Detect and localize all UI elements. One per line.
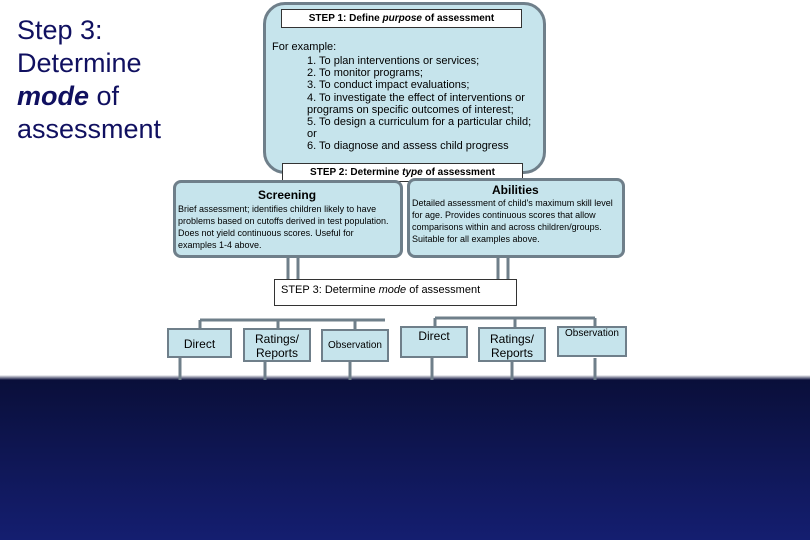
title-of-word: of: [89, 81, 120, 111]
title-line-1: Step 3:: [17, 15, 103, 45]
step1-item: 1. To plan interventions or services;: [307, 55, 480, 67]
step3-label-em: mode: [378, 284, 407, 296]
step2-label-post: of assessment: [422, 167, 495, 178]
step1-item: 4. To investigate the effect of interventions or programs on specific outcomes of interest;: [307, 91, 525, 116]
abilities-box: [407, 178, 625, 258]
step1-label-pre: STEP 1: Define: [308, 13, 383, 24]
step3-label: [274, 279, 517, 306]
mode-label: Ratings/ Reports: [254, 332, 300, 360]
step1-intro: For example:: [272, 41, 337, 53]
mode-box-direct-2: [400, 326, 468, 358]
mode-label: Direct: [183, 337, 216, 351]
step1-label-post: of assessment: [421, 13, 495, 24]
step1-item: 5. To design a curriculum for a particular child; or: [307, 116, 532, 141]
step3-label-pre: STEP 3: Determine: [281, 284, 379, 296]
step1-item: 6. To diagnose and assess child progress: [307, 140, 509, 153]
mode-label: Observation: [565, 328, 619, 339]
step1-list: [307, 55, 537, 153]
step1-label: [281, 9, 522, 28]
step1-item: 3. To conduct impact evaluations;: [307, 79, 470, 92]
mode-box-observation-1: [321, 329, 389, 362]
step3-label-post: of assessment: [406, 284, 481, 296]
mode-box-direct-1: [167, 328, 232, 358]
mode-label: Ratings/ Reports: [489, 332, 535, 360]
step2-label-pre: STEP 2: Determine: [310, 167, 403, 178]
screening-box: [173, 180, 403, 258]
step2-label-em: type: [402, 167, 423, 178]
abilities-heading: Abilities: [492, 183, 539, 197]
abilities-text: Detailed assessment of child's maximum skill level for age. Provides continuous scores that allow comparisons within and across children/groups. Suitable for all examples above.: [412, 198, 613, 244]
title-mode-word: mode: [17, 81, 90, 111]
mode-label: Direct: [418, 329, 450, 343]
title-line-2: Determine: [17, 48, 142, 78]
mode-box-ratings-2: [478, 327, 546, 362]
mode-label: Observation: [328, 340, 382, 351]
screening-text: Brief assessment; identifies children likely to have problems based on cutoffs derived in test population. Does not yield continuous scores. Useful for examples 1-4 above.: [178, 204, 389, 250]
title-line-4: assessment: [17, 114, 162, 144]
mode-box-observation-2: [557, 326, 627, 357]
step1-item: 2. To monitor programs;: [307, 67, 423, 80]
mode-box-ratings-1: [243, 328, 311, 362]
step1-label-em: purpose: [382, 13, 422, 24]
screening-heading: Screening: [258, 188, 317, 202]
